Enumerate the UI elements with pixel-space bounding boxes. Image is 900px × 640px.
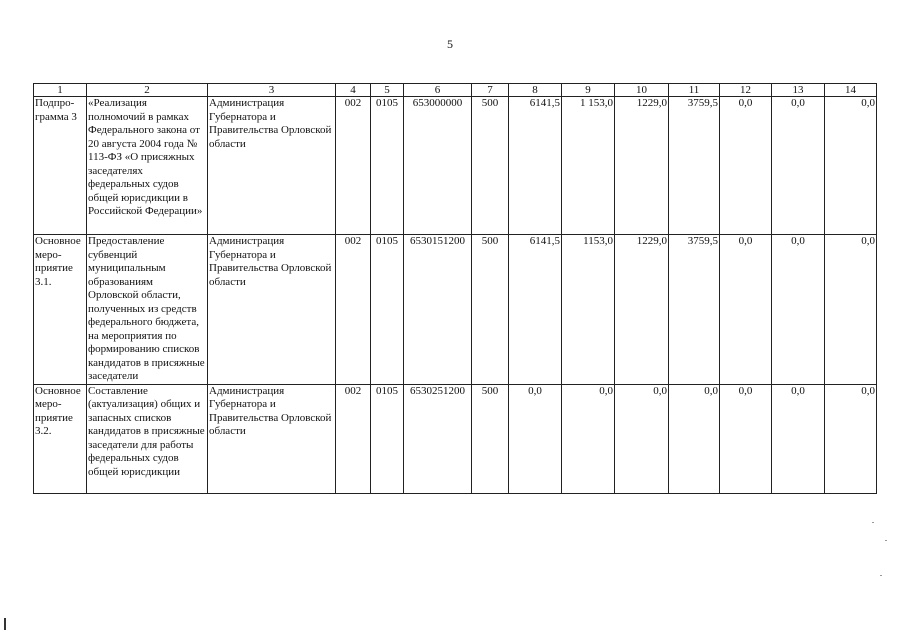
code-cell: 002 xyxy=(336,97,371,235)
target-article-cell: 653000000 xyxy=(404,97,472,235)
target-article-cell: 6530251200 xyxy=(404,384,472,493)
scan-speck xyxy=(885,540,887,541)
scan-speck xyxy=(880,575,882,576)
expense-type-cell: 500 xyxy=(472,384,509,493)
scan-margin-mark xyxy=(4,618,6,630)
value-cell: 0,0 xyxy=(825,384,877,493)
value-cell: 1229,0 xyxy=(615,97,669,235)
header-cell: 5 xyxy=(371,84,404,97)
value-cell: 1153,0 xyxy=(562,235,615,385)
header-cell: 12 xyxy=(720,84,772,97)
value-cell: 0,0 xyxy=(772,97,825,235)
value-cell: 0,0 xyxy=(825,235,877,385)
value-cell: 0,0 xyxy=(825,97,877,235)
row-title-cell: «Реализация полномочий в рамках Федерального закона от 20 августа 2004 года № 113-ФЗ «О присяжных заседателях федеральных судов общей юрисдикции в Российской Федерации» xyxy=(87,97,208,235)
table-row xyxy=(34,97,877,235)
header-cell: 9 xyxy=(562,84,615,97)
value-cell: 0,0 xyxy=(669,384,720,493)
header-cell: 7 xyxy=(472,84,509,97)
value-cell: 0,0 xyxy=(772,235,825,385)
row-title-cell: Предоставление субвенций муниципальным образованиям Орловской области, полученных из средств федерального бюджета, на мероприятия по формированию списков кандидатов в присяжные заседатели xyxy=(87,235,208,385)
executor-cell: Администрация Губернатора и Правительства Орловской области xyxy=(208,384,336,493)
section-cell: 0105 xyxy=(371,235,404,385)
expense-type-cell: 500 xyxy=(472,235,509,385)
header-cell: 3 xyxy=(208,84,336,97)
value-cell: 0,0 xyxy=(720,384,772,493)
header-row xyxy=(34,84,877,97)
value-cell: 3759,5 xyxy=(669,97,720,235)
scan-speck xyxy=(872,522,874,523)
value-cell: 1229,0 xyxy=(615,235,669,385)
value-cell: 0,0 xyxy=(720,97,772,235)
executor-cell: Администрация Губернатора и Правительства Орловской области xyxy=(208,235,336,385)
header-cell: 4 xyxy=(336,84,371,97)
header-cell: 13 xyxy=(772,84,825,97)
executor-cell: Администрация Губернатора и Правительства Орловской области xyxy=(208,97,336,235)
expense-type-cell: 500 xyxy=(472,97,509,235)
value-cell: 0,0 xyxy=(562,384,615,493)
value-cell: 0,0 xyxy=(509,384,562,493)
header-cell: 14 xyxy=(825,84,877,97)
page-number: 5 xyxy=(447,37,453,51)
target-article-cell: 6530151200 xyxy=(404,235,472,385)
code-cell: 002 xyxy=(336,384,371,493)
header-cell: 11 xyxy=(669,84,720,97)
header-cell: 2 xyxy=(87,84,208,97)
header-cell: 8 xyxy=(509,84,562,97)
value-cell: 0,0 xyxy=(615,384,669,493)
value-cell: 3759,5 xyxy=(669,235,720,385)
value-cell: 1 153,0 xyxy=(562,97,615,235)
table-row xyxy=(34,235,877,385)
row-type-cell: Основное меро-приятие 3.1. xyxy=(34,235,87,385)
budget-table xyxy=(33,83,877,494)
header-cell: 1 xyxy=(34,84,87,97)
row-type-cell: Подпро-грамма 3 xyxy=(34,97,87,235)
table-row xyxy=(34,384,877,493)
header-cell: 6 xyxy=(404,84,472,97)
header-cell: 10 xyxy=(615,84,669,97)
section-cell: 0105 xyxy=(371,384,404,493)
value-cell: 0,0 xyxy=(772,384,825,493)
row-type-cell: Основное меро-приятие 3.2. xyxy=(34,384,87,493)
value-cell: 6141,5 xyxy=(509,97,562,235)
row-title-cell: Составление (актуализация) общих и запасных списков кандидатов в присяжные заседатели для работы федеральных судов общей юрисдикции xyxy=(87,384,208,493)
value-cell: 6141,5 xyxy=(509,235,562,385)
section-cell: 0105 xyxy=(371,97,404,235)
code-cell: 002 xyxy=(336,235,371,385)
value-cell: 0,0 xyxy=(720,235,772,385)
